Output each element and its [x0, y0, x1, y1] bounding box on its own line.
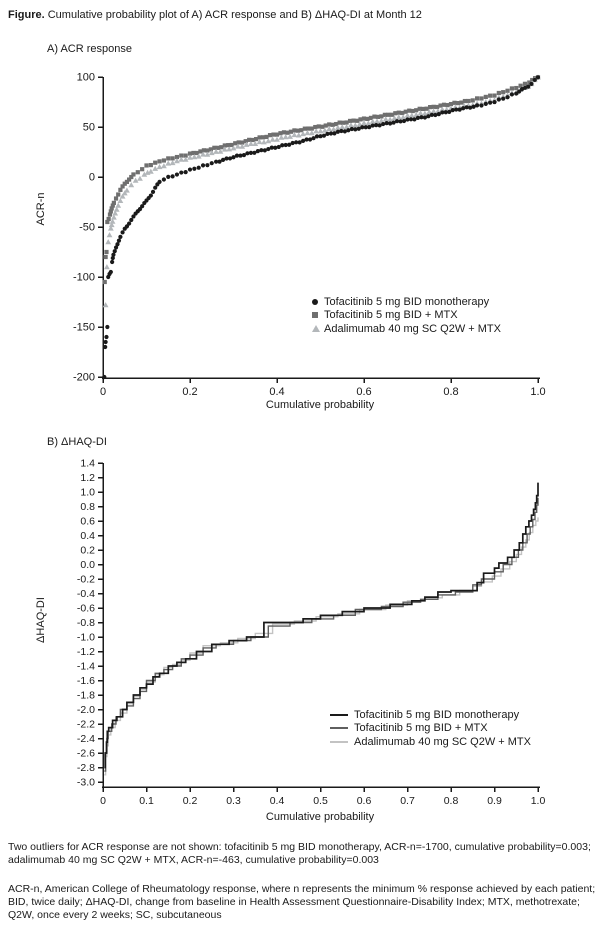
data-point-square [104, 255, 108, 259]
data-point-square [149, 163, 153, 167]
data-point-circle [175, 172, 179, 176]
data-point-triangle [148, 169, 154, 174]
x-tick-label: 0.4 [269, 386, 285, 398]
data-point-circle [192, 167, 196, 171]
legend-label: Tofacitinib 5 mg BID monotherapy [324, 295, 490, 308]
data-point-circle [127, 221, 131, 225]
data-point-square [497, 91, 501, 95]
y-tick-label: 0.0 [80, 559, 95, 571]
y-tick-label: -1.2 [76, 646, 95, 658]
data-point-circle [104, 340, 108, 344]
data-point-circle [129, 218, 133, 222]
data-point-square [116, 192, 120, 196]
data-point-circle [109, 270, 113, 274]
y-tick-label: -200 [72, 371, 95, 384]
legend-item-tofacitinib-mtx [312, 309, 501, 323]
x-tick-label: 0.3 [226, 795, 241, 807]
y-tick-label: -2.0 [76, 704, 95, 716]
data-point-square [466, 99, 470, 103]
y-tick-label: -1.0 [76, 631, 95, 644]
y-tick-label: -0.4 [76, 588, 95, 600]
legend-label: Adalimumab 40 mg SC Q2W + MTX [354, 735, 531, 748]
data-point-circle [501, 97, 505, 101]
data-point-circle [291, 141, 295, 145]
footnote-outliers: Two outliers for ACR response are not shown: tofacitinib 5 mg BID monotherapy, ACR-n=-1700, cumulative probability=0.003; adalimumab 40 mg SC Q2W + MTX, ACR-n=-463, cumulative probability=0.003 [8, 841, 591, 866]
data-point-circle [188, 167, 192, 171]
circle-marker-icon [312, 299, 318, 305]
line-swatch-icon [330, 714, 348, 716]
y-tick-label: -2.6 [76, 747, 95, 760]
y-tick-label: 1.0 [80, 486, 95, 499]
figure-caption-text: Cumulative probability plot of A) ACR response and B) ΔHAQ-DI at Month 12 [44, 9, 422, 21]
data-point-square [488, 94, 492, 98]
x-tick-label: 1.0 [530, 795, 546, 807]
y-tick-label: 0.6 [80, 515, 95, 528]
data-point-circle [179, 170, 183, 174]
data-point-square [103, 280, 107, 284]
legend-panel-a [312, 295, 501, 336]
y-tick-label: -0.6 [76, 602, 95, 615]
y-tick-label: 0 [88, 171, 95, 184]
y-tick-label: -2.4 [76, 733, 95, 745]
x-tick-label: 0 [99, 386, 107, 398]
y-tick-label: -2.2 [76, 718, 95, 731]
data-point-square [131, 172, 135, 176]
data-point-circle [162, 177, 166, 181]
data-point-square [479, 96, 483, 100]
y-tick-label: -2.8 [76, 762, 95, 774]
y-tick-label: -3.0 [76, 776, 95, 789]
data-point-circle [475, 103, 479, 107]
data-point-triangle [157, 164, 163, 169]
y-tick-label: 0.8 [80, 501, 95, 513]
data-point-square [471, 98, 475, 102]
data-point-square [112, 201, 116, 205]
triangle-marker-icon [312, 325, 320, 332]
legend-label: Adalimumab 40 mg SC Q2W + MTX [324, 322, 501, 335]
data-point-circle [111, 253, 115, 257]
y-tick-label: -1.8 [76, 689, 95, 702]
legend-panel-b [330, 708, 531, 749]
data-point-triangle [107, 232, 113, 237]
legend-label: Tofacitinib 5 mg BID + MTX [354, 722, 488, 735]
series-triangle-panel-a [103, 74, 541, 307]
data-point-circle [505, 95, 509, 99]
x-tick-label: 0.5 [313, 795, 328, 807]
x-tick-label: 0 [100, 795, 106, 807]
data-point-triangle [104, 264, 110, 269]
data-point-circle [105, 325, 109, 329]
data-point-circle [497, 97, 501, 101]
axes-panel-a [98, 77, 540, 383]
data-point-circle [197, 166, 201, 170]
legend-label: Tofacitinib 5 mg BID monotherapy [354, 708, 520, 721]
x-tick-label: 0.6 [356, 386, 372, 398]
legend-item-adalimumab [312, 322, 501, 336]
data-point-square [107, 217, 111, 221]
data-point-circle [273, 146, 277, 150]
figure-caption-prefix: Figure. [8, 9, 45, 21]
x-tick-label: 0.4 [269, 795, 285, 807]
data-point-triangle [115, 203, 121, 208]
panel-b-label: B) ΔHAQ-DI [47, 436, 107, 448]
data-point-triangle [124, 187, 130, 192]
data-point-square [157, 159, 161, 163]
legend-item-tofacitinib-mono [330, 708, 531, 722]
data-point-circle [416, 116, 420, 120]
data-point-triangle [383, 116, 389, 121]
panel-b-x-axis-title: Cumulative probability [265, 811, 375, 823]
data-point-triangle [418, 110, 424, 115]
data-point-triangle [105, 239, 111, 244]
x-tick-label: 0.9 [487, 795, 502, 807]
data-point-circle [157, 180, 161, 184]
data-point-circle [526, 84, 530, 88]
data-point-triangle [387, 117, 393, 122]
data-point-circle [184, 170, 188, 174]
y-tick-label: 0.4 [80, 530, 95, 542]
y-tick-label: 50 [82, 121, 95, 134]
data-point-circle [117, 239, 121, 243]
data-point-circle [113, 249, 117, 253]
data-point-square [492, 93, 496, 97]
x-tick-label: 0.6 [356, 795, 372, 807]
data-point-circle [151, 190, 155, 194]
data-point-triangle [296, 132, 302, 137]
y-tick-label: -50 [79, 221, 95, 234]
data-point-square [136, 170, 140, 174]
x-tick-label: 0.7 [400, 795, 415, 807]
data-point-circle [149, 193, 153, 197]
data-point-square [153, 161, 157, 165]
data-point-circle [115, 242, 119, 246]
x-tick-label: 1.0 [530, 386, 546, 398]
panel-a-x-axis-title: Cumulative probability [265, 399, 375, 411]
data-point-circle [104, 335, 108, 339]
data-point-circle [529, 82, 533, 86]
y-tick-label: -1.4 [76, 660, 95, 673]
data-point-square [505, 89, 509, 93]
x-tick-label: 0.8 [443, 386, 459, 398]
data-point-square [114, 196, 118, 200]
data-point-circle [433, 113, 437, 117]
y-tick-label: -0.2 [76, 573, 95, 586]
y-tick-label: 0.2 [80, 544, 95, 557]
data-point-triangle [352, 122, 358, 127]
data-point-circle [120, 230, 124, 234]
panel-a-label: A) ACR response [47, 43, 132, 55]
x-tick-label: 0.1 [139, 795, 154, 807]
legend-item-tofacitinib-mtx [330, 722, 531, 736]
data-point-circle [479, 103, 483, 107]
data-point-square [162, 158, 166, 162]
data-point-circle [533, 78, 537, 82]
line-swatch-icon [330, 741, 348, 743]
data-point-triangle [161, 163, 167, 168]
data-point-square [514, 86, 518, 90]
data-point-square [104, 250, 108, 254]
data-point-circle [102, 375, 106, 379]
data-point-circle [353, 127, 357, 131]
legend-item-adalimumab [330, 735, 531, 749]
data-point-circle [488, 101, 492, 105]
y-tick-label: 100 [76, 71, 95, 84]
y-tick-label: -0.8 [76, 617, 95, 629]
panel-a-y-axis-title: ACR-n [35, 192, 47, 226]
data-point-square [144, 163, 148, 167]
panel-b-y-axis-title: ΔHAQ-DI [35, 597, 47, 643]
data-point-circle [210, 161, 214, 165]
data-point-square [501, 90, 505, 94]
data-point-square [166, 156, 170, 160]
data-point-circle [166, 175, 170, 179]
footnote-abbreviations: ACR-n, American College of Rheumatology response, where n represents the minimum % response achieved by each patient; BID, twice daily; ΔHAQ-DI, change from baseline in Health Assessment Questionnaire-Disability Index; MTX, methotrexate; Q2W, once every 2 weeks; SC, subcutaneous [8, 883, 596, 921]
data-point-circle [492, 100, 496, 104]
data-point-square [484, 95, 488, 99]
y-tick-label: 1.4 [80, 457, 95, 470]
data-point-square [475, 96, 479, 100]
x-tick-label: 0.8 [443, 795, 459, 807]
data-point-circle [205, 163, 209, 167]
data-point-square [171, 156, 175, 160]
y-tick-label: 1.2 [80, 472, 95, 484]
data-point-circle [484, 102, 488, 106]
y-tick-label: -150 [72, 321, 95, 334]
square-marker-icon [312, 312, 318, 318]
data-point-circle [336, 130, 340, 134]
data-point-circle [103, 345, 107, 349]
data-point-circle [118, 235, 122, 239]
data-point-triangle [118, 198, 124, 203]
x-tick-label: 0.2 [182, 386, 198, 398]
data-point-triangle [128, 182, 134, 187]
data-point-circle [536, 75, 540, 79]
data-point-circle [110, 260, 114, 264]
y-tick-label: -1.6 [76, 675, 95, 687]
x-tick-label: 0.2 [182, 795, 198, 807]
legend-label: Tofacitinib 5 mg BID + MTX [324, 309, 458, 322]
data-point-triangle [261, 139, 267, 144]
data-point-circle [171, 174, 175, 178]
line-swatch-icon [330, 727, 348, 729]
data-point-square [140, 167, 144, 171]
y-tick-label: -100 [72, 271, 95, 284]
data-point-circle [510, 92, 514, 96]
legend-item-tofacitinib-mono [312, 295, 501, 309]
data-point-circle [201, 163, 205, 167]
data-point-square [510, 86, 514, 90]
figure-caption [8, 9, 422, 21]
